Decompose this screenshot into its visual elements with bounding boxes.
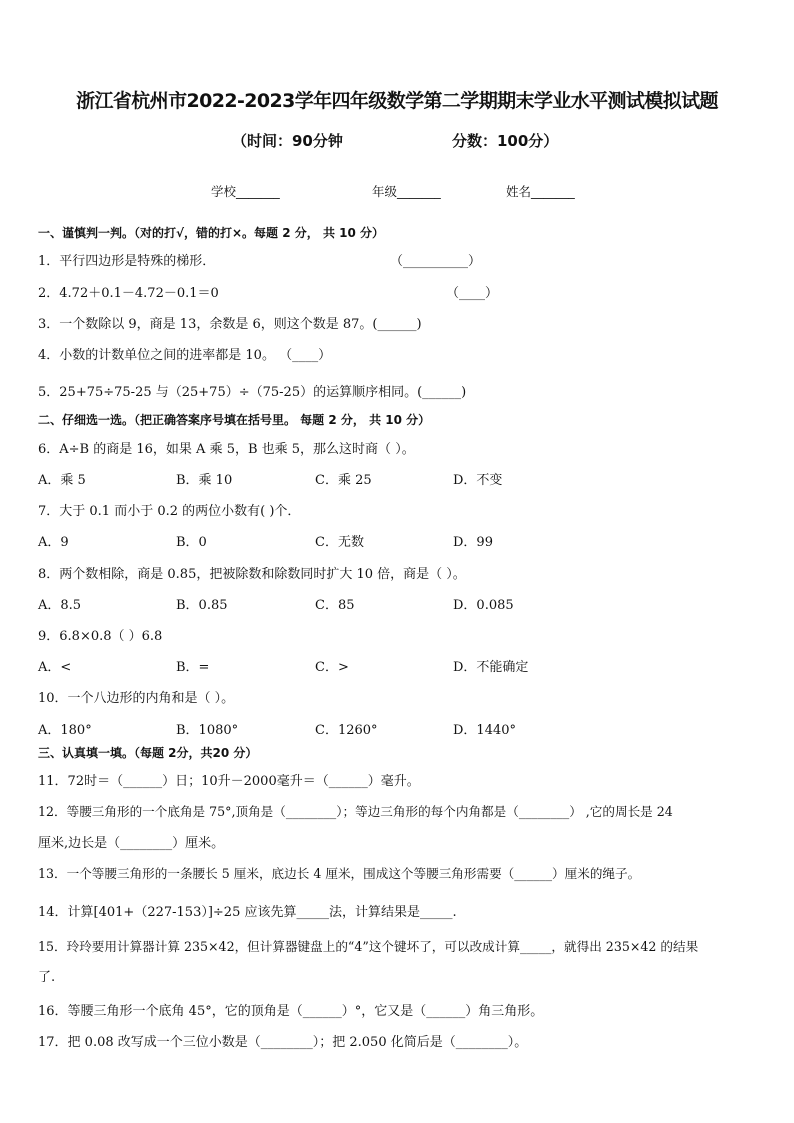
name-field: 姓名_______ bbox=[506, 184, 575, 199]
question-9-option-b: B．= bbox=[176, 660, 210, 675]
question-10-option-d: D．1440° bbox=[453, 723, 517, 738]
question-17: 17．把 0.08 改写成一个三位小数是（________）；把 2.050 化简后是（________）。 bbox=[38, 1035, 528, 1050]
question-9: 9．6.8×0.8（ ）6.8 bbox=[38, 629, 163, 644]
exam-score: 分数：100分） bbox=[452, 132, 559, 150]
question-8-option-b: B．0.85 bbox=[176, 598, 228, 613]
question-12-line-2: 厘米,边长是（________）厘米。 bbox=[38, 836, 225, 851]
question-5: 5．25+75÷75-25 与（25+75）÷（75-25）的运算顺序相同。(______) bbox=[38, 385, 467, 400]
question-13: 13．一个等腰三角形的一条腰长 5 厘米，底边长 4 厘米，围成这个等腰三角形需要（______）厘米的绳子。 bbox=[38, 866, 641, 881]
question-10-option-a: A．180° bbox=[38, 723, 92, 738]
question-2: 2．4.72＋0.1－4.72－0.1＝0 bbox=[38, 286, 219, 301]
question-6-option-a: A．乘 5 bbox=[38, 473, 86, 488]
question-6-option-b: B．乘 10 bbox=[176, 473, 233, 488]
question-1-blank: （__________） bbox=[390, 254, 482, 269]
question-10-option-c: C．1260° bbox=[315, 723, 378, 738]
question-4: 4．小数的计数单位之间的进率都是 10。 （____） bbox=[38, 348, 332, 363]
question-9-option-d: D．不能确定 bbox=[453, 660, 529, 675]
section-3-heading: 三、认真填一填。（每题 2分，共20 分） bbox=[38, 746, 258, 760]
school-field: 学校_______ bbox=[211, 184, 280, 199]
question-9-option-c: C．> bbox=[315, 660, 349, 675]
question-8-option-a: A．8.5 bbox=[38, 598, 82, 613]
question-8-option-c: C．85 bbox=[315, 598, 355, 613]
question-12-line-1: 12．等腰三角形的一个底角是 75°,顶角是（________）；等边三角形的每个内角都是（________） ,它的周长是 24 bbox=[38, 804, 673, 819]
question-3: 3．一个数除以 9，商是 13，余数是 6，则这个数是 87。(______) bbox=[38, 317, 422, 332]
exam-time: （时间：90分钟 bbox=[232, 132, 343, 150]
question-7-option-c: C．无数 bbox=[315, 535, 364, 550]
question-9-option-a: A．< bbox=[38, 660, 72, 675]
exam-title: 浙江省杭州市2022-2023学年四年级数学第二学期期末学业水平测试模拟试题 bbox=[76, 90, 718, 112]
question-11: 11．72时＝（______）日；10升－2000毫升＝（______）毫升。 bbox=[38, 774, 420, 789]
grade-field: 年级_______ bbox=[372, 184, 441, 199]
question-8-option-d: D．0.085 bbox=[453, 598, 514, 613]
question-7-option-b: B．0 bbox=[176, 535, 207, 550]
question-1: 1．平行四边形是特殊的梯形． bbox=[38, 254, 216, 269]
section-1-heading: 一、谨慎判一判。（对的打√，错的打×。每题 2 分， 共 10 分） bbox=[38, 226, 384, 240]
question-6-option-d: D．不变 bbox=[453, 473, 503, 488]
question-10-option-b: B．1080° bbox=[176, 723, 239, 738]
question-2-blank: （____） bbox=[446, 286, 499, 301]
question-10: 10．一个八边形的内角和是（ ）。 bbox=[38, 691, 235, 706]
question-6-option-c: C．乘 25 bbox=[315, 473, 372, 488]
section-2-heading: 二、仔细选一选。（把正确答案序号填在括号里。 每题 2 分， 共 10 分） bbox=[38, 413, 431, 427]
question-7-option-d: D．99 bbox=[453, 535, 493, 550]
question-16: 16．等腰三角形一个底角 45°，它的顶角是（______）°，它又是（______）角三角形。 bbox=[38, 1004, 544, 1019]
question-14: 14．计算[401+（227-153）]÷25 应该先算_____法，计算结果是_____. bbox=[38, 905, 457, 920]
question-6: 6．A÷B 的商是 16，如果 A 乘 5，B 也乘 5，那么这时商（ ）。 bbox=[38, 442, 415, 457]
question-8: 8．两个数相除，商是 0.85，把被除数和除数同时扩大 10 倍，商是（ ）。 bbox=[38, 567, 466, 582]
question-7: 7．大于 0.1 而小于 0.2 的两位小数有( )个． bbox=[38, 504, 301, 519]
question-15-line-1: 15．玲玲要用计算器计算 235×42，但计算器键盘上的“4”这个键坏了，可以改成计算_____，就得出 235×42 的结果 bbox=[38, 939, 699, 954]
question-15-line-2: 了. bbox=[38, 970, 56, 985]
question-7-option-a: A．9 bbox=[38, 535, 69, 550]
